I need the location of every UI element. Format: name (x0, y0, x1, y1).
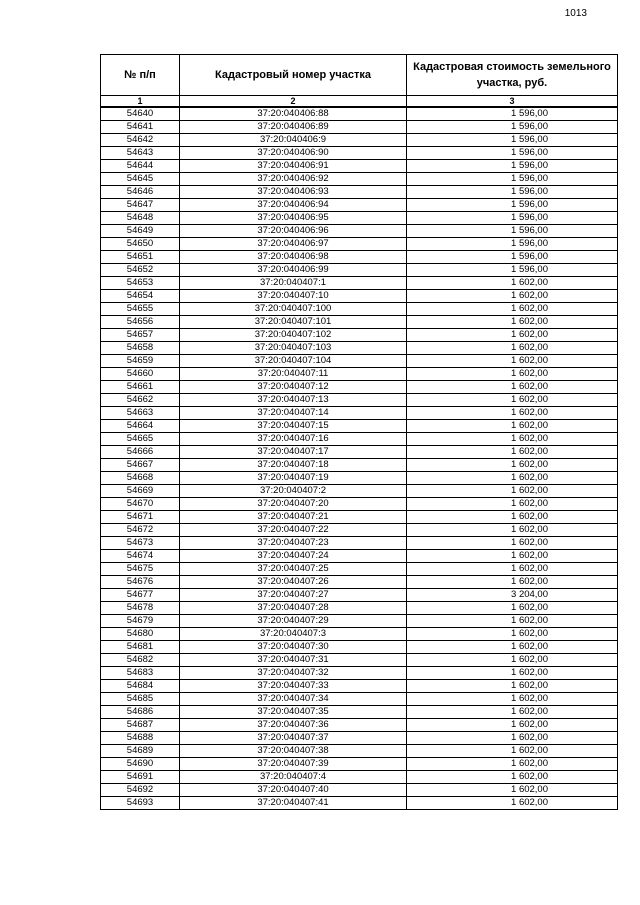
cadastral-number-cell: 37:20:040406:9 (180, 134, 407, 147)
cadastral-value-cell: 1 602,00 (407, 654, 618, 667)
cadastral-number-cell: 37:20:040407:13 (180, 394, 407, 407)
table-row (101, 394, 618, 407)
cadastral-value-cell: 1 602,00 (407, 524, 618, 537)
cadastral-number-cell: 37:20:040406:98 (180, 251, 407, 264)
cadastral-number-cell: 37:20:040407:40 (180, 784, 407, 797)
cadastral-number-cell: 37:20:040406:95 (180, 212, 407, 225)
cadastral-number-cell: 37:20:040407:29 (180, 615, 407, 628)
table-row (101, 160, 618, 173)
row-number-cell: 54682 (101, 654, 180, 667)
row-number-cell: 54669 (101, 485, 180, 498)
cadastral-value-cell: 1 602,00 (407, 628, 618, 641)
cadastral-number-cell: 37:20:040407:101 (180, 316, 407, 329)
cadastral-number-cell: 37:20:040407:33 (180, 680, 407, 693)
row-number-cell: 54652 (101, 264, 180, 277)
row-number-cell: 54657 (101, 329, 180, 342)
cadastral-number-cell: 37:20:040406:99 (180, 264, 407, 277)
table-row (101, 251, 618, 264)
table-row (101, 576, 618, 589)
row-number-cell: 54676 (101, 576, 180, 589)
table-row (101, 498, 618, 511)
row-number-cell: 54693 (101, 797, 180, 810)
row-number-cell: 54683 (101, 667, 180, 680)
cadastral-value-table (100, 54, 618, 810)
row-number-cell: 54670 (101, 498, 180, 511)
cadastral-number-cell: 37:20:040407:104 (180, 355, 407, 368)
cadastral-value-cell: 1 602,00 (407, 290, 618, 303)
column-number: 2 (180, 96, 407, 108)
row-number-cell: 54675 (101, 563, 180, 576)
cadastral-number-cell: 37:20:040407:39 (180, 758, 407, 771)
table-row (101, 212, 618, 225)
cadastral-value-cell: 1 602,00 (407, 797, 618, 810)
cadastral-value-cell: 1 602,00 (407, 433, 618, 446)
cadastral-number-cell: 37:20:040407:34 (180, 693, 407, 706)
header-cadastral-number: Кадастровый номер участка (180, 55, 407, 96)
cadastral-value-cell: 1 596,00 (407, 134, 618, 147)
row-number-cell: 54648 (101, 212, 180, 225)
cadastral-number-cell: 37:20:040407:36 (180, 719, 407, 732)
cadastral-value-cell: 1 602,00 (407, 719, 618, 732)
table-row (101, 615, 618, 628)
cadastral-value-cell: 1 602,00 (407, 498, 618, 511)
cadastral-value-cell: 1 602,00 (407, 563, 618, 576)
cadastral-number-cell: 37:20:040407:100 (180, 303, 407, 316)
cadastral-value-cell: 1 596,00 (407, 121, 618, 134)
table-row (101, 290, 618, 303)
table-row (101, 563, 618, 576)
table-row (101, 797, 618, 810)
cadastral-value-cell: 1 596,00 (407, 238, 618, 251)
row-number-cell: 54640 (101, 107, 180, 121)
row-number-cell: 54651 (101, 251, 180, 264)
cadastral-value-cell: 1 602,00 (407, 316, 618, 329)
row-number-cell: 54680 (101, 628, 180, 641)
table-row (101, 485, 618, 498)
cadastral-number-cell: 37:20:040407:35 (180, 706, 407, 719)
cadastral-value-cell: 1 602,00 (407, 472, 618, 485)
cadastral-number-cell: 37:20:040406:89 (180, 121, 407, 134)
cadastral-value-cell: 1 596,00 (407, 264, 618, 277)
table-row (101, 602, 618, 615)
table-row (101, 446, 618, 459)
row-number-cell: 54687 (101, 719, 180, 732)
cadastral-value-cell: 1 602,00 (407, 615, 618, 628)
cadastral-number-cell: 37:20:040407:3 (180, 628, 407, 641)
cadastral-value-cell: 1 602,00 (407, 745, 618, 758)
cadastral-value-cell: 1 602,00 (407, 485, 618, 498)
row-number-cell: 54678 (101, 602, 180, 615)
cadastral-value-cell: 1 602,00 (407, 342, 618, 355)
row-number-cell: 54653 (101, 277, 180, 290)
table-row (101, 784, 618, 797)
row-number-cell: 54668 (101, 472, 180, 485)
cadastral-number-cell: 37:20:040407:22 (180, 524, 407, 537)
row-number-cell: 54674 (101, 550, 180, 563)
cadastral-number-cell: 37:20:040406:97 (180, 238, 407, 251)
cadastral-value-cell: 1 602,00 (407, 693, 618, 706)
row-number-cell: 54684 (101, 680, 180, 693)
row-number-cell: 54677 (101, 589, 180, 602)
table-row (101, 654, 618, 667)
table-row (101, 771, 618, 784)
cadastral-value-cell: 1 602,00 (407, 511, 618, 524)
table-row (101, 147, 618, 160)
row-number-cell: 54681 (101, 641, 180, 654)
cadastral-number-cell: 37:20:040407:1 (180, 277, 407, 290)
cadastral-value-cell: 1 596,00 (407, 173, 618, 186)
table-row (101, 472, 618, 485)
table-row (101, 758, 618, 771)
cadastral-number-cell: 37:20:040407:15 (180, 420, 407, 433)
row-number-cell: 54686 (101, 706, 180, 719)
row-number-cell: 54663 (101, 407, 180, 420)
row-number-cell: 54689 (101, 745, 180, 758)
cadastral-number-cell: 37:20:040406:92 (180, 173, 407, 186)
cadastral-number-cell: 37:20:040407:30 (180, 641, 407, 654)
cadastral-number-cell: 37:20:040407:37 (180, 732, 407, 745)
table-row (101, 342, 618, 355)
table-body (101, 107, 618, 810)
row-number-cell: 54646 (101, 186, 180, 199)
cadastral-number-cell: 37:20:040407:23 (180, 537, 407, 550)
row-number-cell: 54654 (101, 290, 180, 303)
row-number-cell: 54659 (101, 355, 180, 368)
cadastral-number-cell: 37:20:040407:4 (180, 771, 407, 784)
table-row (101, 628, 618, 641)
cadastral-value-cell: 1 596,00 (407, 107, 618, 121)
cadastral-value-cell: 1 602,00 (407, 641, 618, 654)
table-row (101, 303, 618, 316)
row-number-cell: 54656 (101, 316, 180, 329)
page-number: 1013 (564, 8, 587, 19)
row-number-cell: 54662 (101, 394, 180, 407)
column-number: 1 (101, 96, 180, 108)
table-row (101, 550, 618, 563)
row-number-cell: 54642 (101, 134, 180, 147)
row-number-cell: 54688 (101, 732, 180, 745)
row-number-cell: 54671 (101, 511, 180, 524)
table-row (101, 537, 618, 550)
cadastral-number-cell: 37:20:040407:103 (180, 342, 407, 355)
table-row (101, 706, 618, 719)
table-row (101, 589, 618, 602)
cadastral-number-cell: 37:20:040407:11 (180, 368, 407, 381)
table-row (101, 225, 618, 238)
cadastral-value-cell: 1 602,00 (407, 537, 618, 550)
row-number-cell: 54660 (101, 368, 180, 381)
cadastral-value-cell: 1 602,00 (407, 667, 618, 680)
table-row (101, 264, 618, 277)
cadastral-number-cell: 37:20:040407:24 (180, 550, 407, 563)
row-number-cell: 54665 (101, 433, 180, 446)
table-row (101, 381, 618, 394)
cadastral-number-cell: 37:20:040407:38 (180, 745, 407, 758)
cadastral-number-cell: 37:20:040406:91 (180, 160, 407, 173)
cadastral-number-cell: 37:20:040406:90 (180, 147, 407, 160)
cadastral-number-cell: 37:20:040407:17 (180, 446, 407, 459)
cadastral-value-cell: 1 602,00 (407, 381, 618, 394)
cadastral-value-cell: 1 602,00 (407, 303, 618, 316)
header-cadastral-value: Кадастровая стоимость земельного участка, руб. (407, 55, 618, 96)
cadastral-number-cell: 37:20:040407:28 (180, 602, 407, 615)
cadastral-number-cell: 37:20:040407:26 (180, 576, 407, 589)
column-number-row (101, 96, 618, 108)
cadastral-number-cell: 37:20:040407:25 (180, 563, 407, 576)
row-number-cell: 54685 (101, 693, 180, 706)
cadastral-value-cell: 3 204,00 (407, 589, 618, 602)
cadastral-number-cell: 37:20:040407:102 (180, 329, 407, 342)
row-number-cell: 54650 (101, 238, 180, 251)
table-row (101, 277, 618, 290)
cadastral-value-cell: 1 602,00 (407, 771, 618, 784)
cadastral-number-cell: 37:20:040406:96 (180, 225, 407, 238)
table-row (101, 368, 618, 381)
cadastral-value-cell: 1 602,00 (407, 706, 618, 719)
header-row-number: № п/п (101, 55, 180, 96)
cadastral-value-cell: 1 596,00 (407, 147, 618, 160)
cadastral-number-cell: 37:20:040407:18 (180, 459, 407, 472)
cadastral-value-cell: 1 602,00 (407, 277, 618, 290)
cadastral-number-cell: 37:20:040407:14 (180, 407, 407, 420)
cadastral-value-cell: 1 602,00 (407, 732, 618, 745)
cadastral-number-cell: 37:20:040407:21 (180, 511, 407, 524)
table-row (101, 134, 618, 147)
cadastral-value-cell: 1 596,00 (407, 186, 618, 199)
row-number-cell: 54661 (101, 381, 180, 394)
row-number-cell: 54641 (101, 121, 180, 134)
row-number-cell: 54691 (101, 771, 180, 784)
table-row (101, 459, 618, 472)
table-row (101, 745, 618, 758)
cadastral-number-cell: 37:20:040407:41 (180, 797, 407, 810)
row-number-cell: 54673 (101, 537, 180, 550)
row-number-cell: 54658 (101, 342, 180, 355)
cadastral-value-cell: 1 596,00 (407, 212, 618, 225)
row-number-cell: 54647 (101, 199, 180, 212)
cadastral-number-cell: 37:20:040407:32 (180, 667, 407, 680)
table-row (101, 511, 618, 524)
table-row (101, 407, 618, 420)
table-row (101, 667, 618, 680)
cadastral-value-cell: 1 602,00 (407, 550, 618, 563)
row-number-cell: 54690 (101, 758, 180, 771)
row-number-cell: 54667 (101, 459, 180, 472)
table-row (101, 173, 618, 186)
table-row (101, 524, 618, 537)
table-row (101, 238, 618, 251)
cadastral-value-cell: 1 602,00 (407, 420, 618, 433)
cadastral-value-cell: 1 602,00 (407, 602, 618, 615)
table-row (101, 433, 618, 446)
row-number-cell: 54672 (101, 524, 180, 537)
cadastral-value-cell: 1 602,00 (407, 758, 618, 771)
cadastral-value-cell: 1 596,00 (407, 225, 618, 238)
cadastral-value-cell: 1 602,00 (407, 680, 618, 693)
header-row (101, 55, 618, 96)
cadastral-value-cell: 1 602,00 (407, 407, 618, 420)
table-row (101, 641, 618, 654)
cadastral-value-cell: 1 602,00 (407, 784, 618, 797)
cadastral-value-cell: 1 596,00 (407, 199, 618, 212)
table-row (101, 186, 618, 199)
cadastral-number-cell: 37:20:040407:31 (180, 654, 407, 667)
cadastral-value-cell: 1 602,00 (407, 459, 618, 472)
cadastral-value-cell: 1 596,00 (407, 160, 618, 173)
cadastral-value-cell: 1 602,00 (407, 368, 618, 381)
cadastral-value-cell: 1 602,00 (407, 329, 618, 342)
cadastral-number-cell: 37:20:040407:12 (180, 381, 407, 394)
cadastral-value-cell: 1 602,00 (407, 355, 618, 368)
row-number-cell: 54679 (101, 615, 180, 628)
cadastral-number-cell: 37:20:040406:93 (180, 186, 407, 199)
row-number-cell: 54655 (101, 303, 180, 316)
table-row (101, 329, 618, 342)
row-number-cell: 54649 (101, 225, 180, 238)
cadastral-value-cell: 1 602,00 (407, 446, 618, 459)
table-row (101, 121, 618, 134)
cadastral-value-cell: 1 596,00 (407, 251, 618, 264)
row-number-cell: 54666 (101, 446, 180, 459)
row-number-cell: 54643 (101, 147, 180, 160)
table-row (101, 732, 618, 745)
row-number-cell: 54645 (101, 173, 180, 186)
cadastral-number-cell: 37:20:040407:19 (180, 472, 407, 485)
cadastral-number-cell: 37:20:040407:2 (180, 485, 407, 498)
cadastral-number-cell: 37:20:040407:27 (180, 589, 407, 602)
table-row (101, 420, 618, 433)
table-row (101, 199, 618, 212)
table-row (101, 355, 618, 368)
table-row (101, 107, 618, 121)
cadastral-number-cell: 37:20:040407:10 (180, 290, 407, 303)
table-row (101, 680, 618, 693)
cadastral-value-cell: 1 602,00 (407, 394, 618, 407)
row-number-cell: 54664 (101, 420, 180, 433)
cadastral-number-cell: 37:20:040406:88 (180, 107, 407, 121)
cadastral-value-cell: 1 602,00 (407, 576, 618, 589)
row-number-cell: 54692 (101, 784, 180, 797)
table-row (101, 693, 618, 706)
table-row (101, 316, 618, 329)
cadastral-number-cell: 37:20:040407:16 (180, 433, 407, 446)
column-number: 3 (407, 96, 618, 108)
row-number-cell: 54644 (101, 160, 180, 173)
cadastral-number-cell: 37:20:040407:20 (180, 498, 407, 511)
cadastral-number-cell: 37:20:040406:94 (180, 199, 407, 212)
table-row (101, 719, 618, 732)
